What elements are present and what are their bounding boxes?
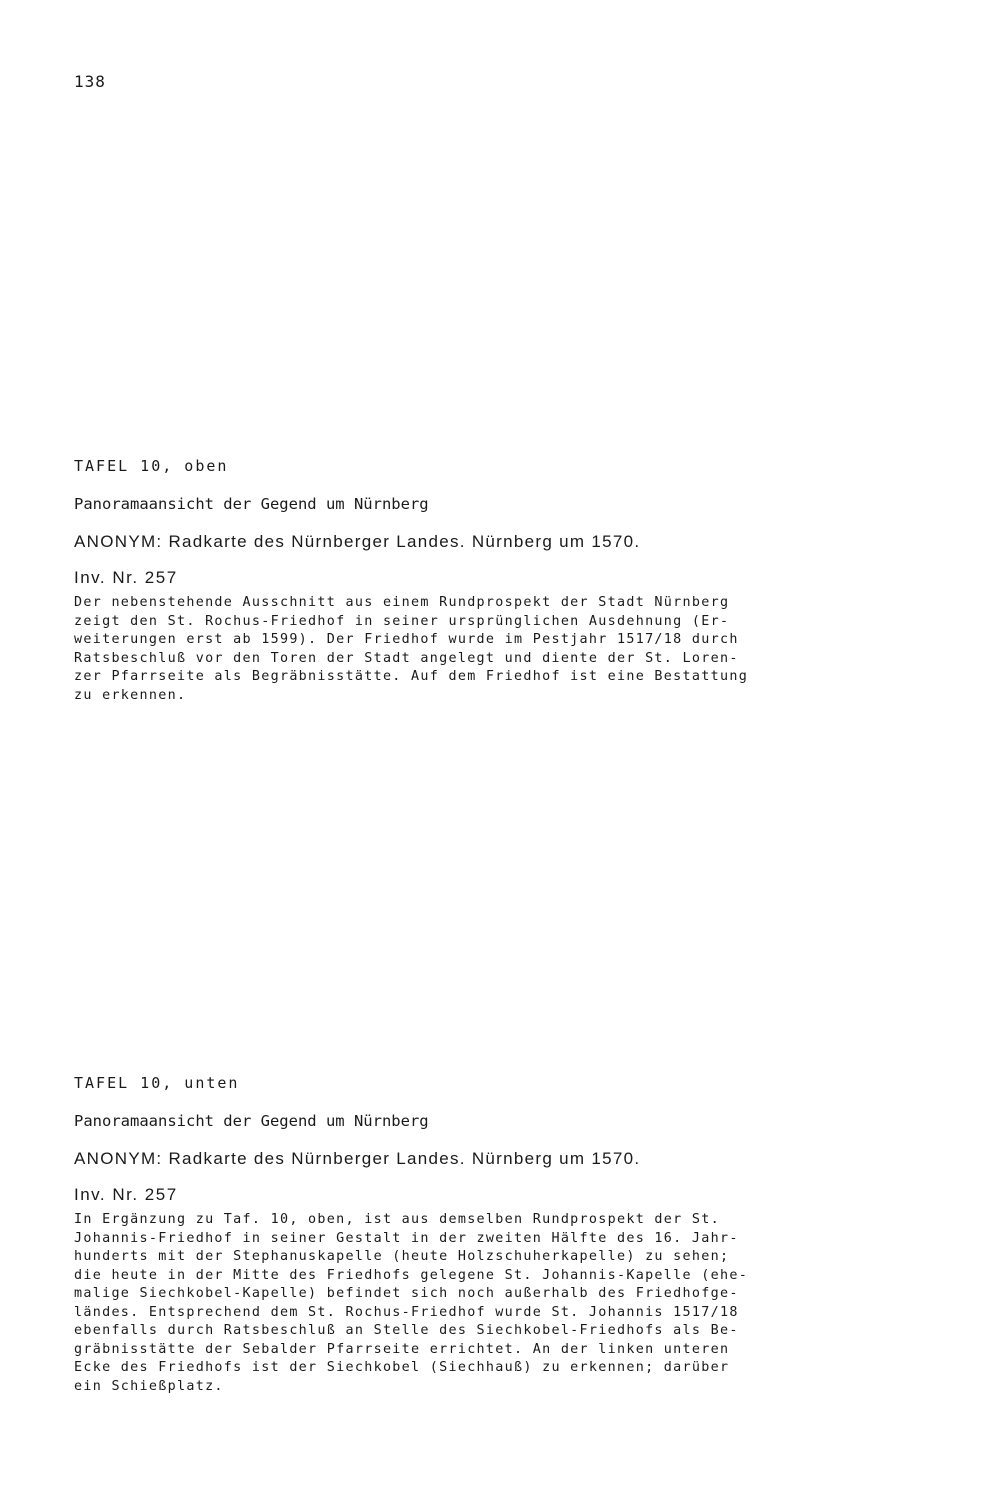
inventory-number: Inv. Nr. 257 — [74, 1185, 178, 1204]
plate-label: TAFEL 10, oben — [74, 457, 229, 475]
description-line: zeigt den St. Rochus-Friedhof in seiner ursprünglichen Ausdehnung (Er- — [74, 613, 730, 629]
description-line: zu erkennen. — [74, 687, 187, 703]
description-line: weiterungen erst ab 1599). Der Friedhof wurde im Pestjahr 1517/18 durch — [74, 632, 739, 647]
inventory-number: Inv. Nr. 257 — [74, 568, 178, 587]
subject-title: Panoramaansicht der Gegend um Nürnberg — [74, 495, 429, 513]
plate-entry-top — [74, 455, 944, 705]
description-line: Der nebenstehende Ausschnitt aus einem Rundprospekt der Stadt Nürnberg — [74, 595, 730, 610]
description-line: ländes. Entsprechend dem St. Rochus-Friedhof wurde St. Johannis 1517/18 — [74, 1304, 739, 1320]
description-paragraph — [74, 1211, 944, 1396]
description-line: gräbnisstätte der Sebalder Pfarrseite errichtet. An der linken unteren — [74, 1341, 730, 1357]
plate-entry-bottom — [74, 1072, 944, 1396]
description-line: hunderts mit der Stephanuskapelle (heute Holzschuherkapelle) zu sehen; — [74, 1249, 730, 1264]
plate-label: TAFEL 10, unten — [74, 1074, 240, 1092]
page-number: 138 — [74, 72, 106, 91]
description-line: Johannis-Friedhof in seiner Gestalt in der zweiten Hälfte des 16. Jahr- — [74, 1230, 739, 1246]
description-line: In Ergänzung zu Taf. 10, oben, ist aus demselben Rundprospekt der St. — [74, 1212, 720, 1227]
description-line: die heute in der Mitte des Friedhofs gelegene St. Johannis-Kapelle (ehe- — [74, 1267, 749, 1283]
description-line: ebenfalls durch Ratsbeschluß an Stelle des Siechkobel-Friedhofs als Be- — [74, 1323, 739, 1338]
description-paragraph — [74, 594, 944, 705]
description-line: zer Pfarrseite als Begräbnisstätte. Auf dem Friedhof ist eine Bestattung — [74, 669, 749, 684]
description-line: malige Siechkobel-Kapelle) befindet sich noch außerhalb des Friedhofge- — [74, 1286, 739, 1301]
description-line: ein Schießplatz. — [74, 1378, 224, 1394]
subject-title: Panoramaansicht der Gegend um Nürnberg — [74, 1112, 429, 1130]
description-line: Ratsbeschluß vor den Toren der Stadt angelegt und diente der St. Loren- — [74, 650, 739, 666]
artist-attribution: ANONYM: Radkarte des Nürnberger Landes. Nürnberg um 1570. — [74, 532, 641, 551]
description-line: Ecke des Friedhofs ist der Siechkobel (Siechhauß) zu erkennen; darüber — [74, 1360, 730, 1375]
artist-attribution: ANONYM: Radkarte des Nürnberger Landes. Nürnberg um 1570. — [74, 1149, 641, 1168]
